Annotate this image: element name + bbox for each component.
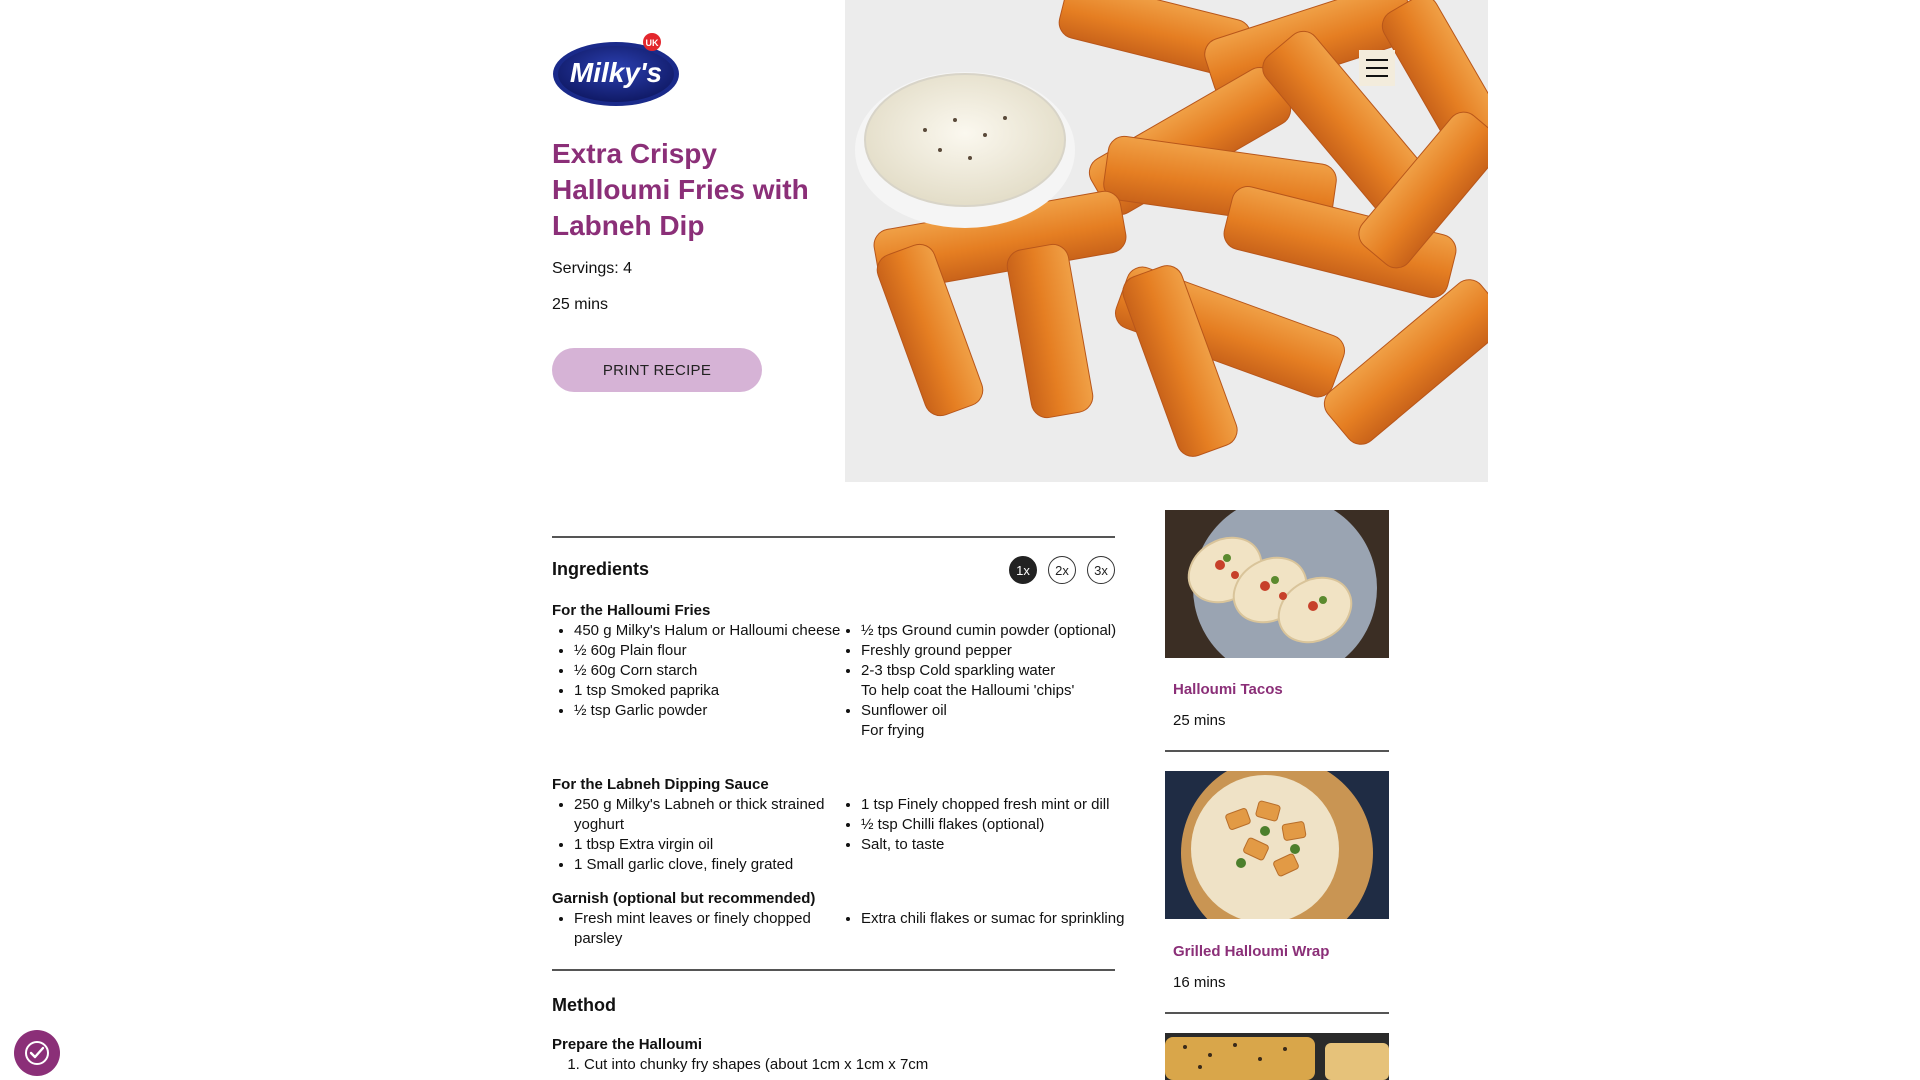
ingredient-item: • 250 g Milky's Labneh or thick strained yoghurt	[574, 795, 844, 835]
ingredient-item: • Fresh mint leaves or finely chopped parsley	[574, 909, 844, 949]
recipe-title: Extra Crispy Halloumi Fries with Labneh Dip	[552, 138, 809, 241]
svg-text:Milky's: Milky's	[569, 57, 663, 88]
divider	[1165, 1012, 1389, 1014]
ingredient-note: To help coat the Halloumi 'chips'	[861, 682, 1075, 699]
ingredient-list	[552, 795, 844, 875]
divider	[552, 536, 1115, 538]
ingredient-group-title: For the Labneh Dipping Sauce	[552, 776, 769, 793]
ingredient-item: • ½ 60g Corn starch	[574, 661, 844, 681]
ingredient-item	[861, 661, 1131, 701]
ingredient-item: • Salt, to taste	[861, 835, 1131, 855]
milkys-logo[interactable]	[552, 32, 684, 108]
ingredient-list	[552, 909, 844, 949]
ingredient-item: • ½ tsp Garlic powder	[574, 701, 844, 721]
divider	[552, 969, 1115, 971]
related-recipe-time: 25 mins	[1173, 712, 1226, 729]
ingredient-list	[839, 621, 1131, 741]
related-recipe-image-bread[interactable]	[1165, 1033, 1389, 1080]
ingredient-item: • ½ 60g Plain flour	[574, 641, 844, 661]
accessibility-icon	[22, 1038, 52, 1068]
scale-3x-button[interactable]: 3x	[1087, 556, 1115, 584]
ingredient-item	[861, 701, 1131, 741]
related-recipe-time: 16 mins	[1173, 974, 1226, 991]
related-recipe-title[interactable]: Grilled Halloumi Wrap	[1173, 943, 1330, 960]
method-steps	[552, 1055, 928, 1075]
method-heading: Method	[552, 995, 616, 1015]
scale-2x-button[interactable]: 2x	[1048, 556, 1076, 584]
ingredient-list	[552, 621, 844, 721]
print-recipe-button[interactable]: PRINT RECIPE	[552, 348, 762, 392]
hamburger-menu-button[interactable]	[1359, 50, 1395, 86]
ingredient-item: • 1 tbsp Extra virgin oil	[574, 835, 844, 855]
ingredient-item: • Extra chili flakes or sumac for sprinkling	[861, 909, 1131, 929]
ingredient-text: 2-3 tbsp Cold sparkling water	[861, 662, 1056, 679]
ingredient-item: • 1 tsp Finely chopped fresh mint or dill	[861, 795, 1131, 815]
divider	[1165, 750, 1389, 752]
ingredient-item: • 1 Small garlic clove, finely grated	[574, 855, 844, 875]
accessibility-button[interactable]	[14, 1030, 60, 1076]
ingredient-group-title: Garnish (optional but recommended)	[552, 890, 816, 907]
ingredient-list	[839, 909, 1131, 929]
ingredients-heading: Ingredients	[552, 559, 650, 579]
ingredient-group-title: For the Halloumi Fries	[552, 602, 711, 619]
svg-text:UK: UK	[645, 38, 659, 48]
ingredient-item: • Freshly ground pepper	[861, 641, 1131, 661]
related-recipe-image-wrap[interactable]	[1165, 771, 1389, 919]
ingredient-item: • 450 g Milky's Halum or Halloumi cheese	[574, 621, 844, 641]
ingredient-note: For frying	[861, 722, 925, 739]
servings-text: Servings: 4	[552, 260, 633, 277]
ingredient-item: • ½ tps Ground cumin powder (optional)	[861, 621, 1131, 641]
related-recipe-image-tacos[interactable]	[1165, 510, 1389, 658]
ingredient-item: • 1 tsp Smoked paprika	[574, 681, 844, 701]
method-step: 1. Cut into chunky fry shapes (about 1cm x 1cm x 7cm	[584, 1055, 928, 1075]
ingredient-text: Sunflower oil	[861, 702, 947, 719]
ingredient-list	[839, 795, 1131, 855]
hamburger-icon	[1359, 50, 1395, 86]
method-section-title: Prepare the Halloumi	[552, 1036, 703, 1053]
ingredient-item: • ½ tsp Chilli flakes (optional)	[861, 815, 1131, 835]
cook-time-text: 25 mins	[552, 296, 609, 313]
related-recipe-title[interactable]: Halloumi Tacos	[1173, 681, 1283, 698]
scale-1x-button[interactable]: 1x	[1009, 556, 1037, 584]
